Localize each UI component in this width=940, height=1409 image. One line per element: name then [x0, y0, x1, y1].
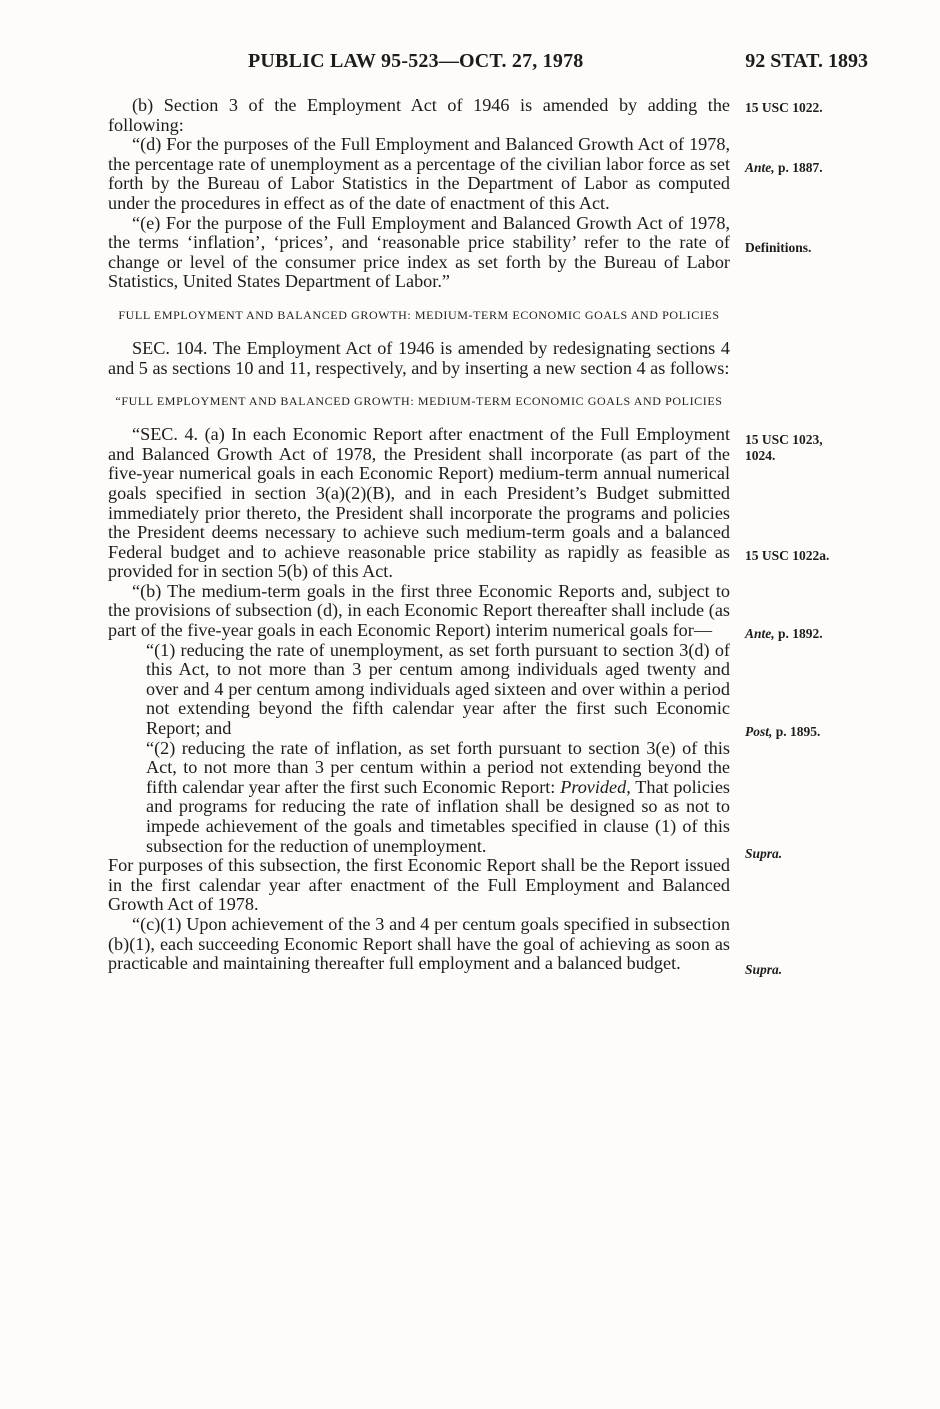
- page-header: [108, 50, 868, 78]
- header-title: PUBLIC LAW 95-523—OCT. 27, 1978: [248, 50, 584, 72]
- page-ref: p. 1892.: [774, 626, 823, 641]
- post-label: Post,: [745, 724, 773, 739]
- paragraph-sec-4a: “SEC. 4. (a) In each Economic Report after enactment of the Full Employment and Balanced Growth Act of 1978, the President shall incorporate (as part of the five-year numerical goals in each Economic Report) medium-term annual numerical goals specified in section 3(a)(2)(B), and in each President’s Budget submitted immediately prior thereto, the President shall incorporate the programs and policies the President deems necessary to achieve such medium-term goals and a balanced Federal budget and to achieve reasonable price stability as rapidly as feasible as provided for in section 5(b) of this Act.: [108, 424, 730, 582]
- paragraph-d: “(d) For the purposes of the Full Employment and Balanced Growth Act of 1978, the percentage rate of unemployment as a percentage of the civilian labor force as set forth by the Bureau of Labor Statistics in the Department of Labor as computed under the procedures in effect as of the date of enactment of this Act.: [108, 134, 730, 213]
- margin-note-supra-2: Supra.: [745, 962, 783, 977]
- margin-note-post-1895: [745, 724, 820, 740]
- paragraph-sec-4b: “(b) The medium-term goals in the first three Economic Reports and, subject to the provisions of subsection (d), in each Economic Report thereafter shall include (as part of the five-year goals in each Economic Report) interim numerical goals for—: [108, 580, 730, 641]
- section-heading-2: “FULL EMPLOYMENT AND BALANCED GROWTH: MEDIUM-TERM ECONOMIC GOALS AND POLICIES: [115, 394, 723, 409]
- margin-note-supra-1: Supra.: [745, 846, 783, 861]
- paragraph-purposes: For purposes of this subsection, the first Economic Report shall be the Report issued in the first calendar year after enactment of the Full Employment and Balanced Growth Act of 1978.: [108, 855, 730, 915]
- main-text: [108, 96, 730, 974]
- page-ref: p. 1887.: [774, 160, 823, 175]
- paragraph-sec-104: SEC. 104. The Employment Act of 1946 is amended by redesignating sections 4 and 5 as sections 10 and 11, respectively, and by inserting a new section 4 as follows:: [108, 337, 730, 378]
- margin-note-definitions: Definitions.: [745, 240, 812, 255]
- page-ref: p. 1895.: [772, 724, 821, 739]
- clause-2-text: “(2) reducing the rate of inflation, as set forth pursuant to section 3(e) of this Act, to not more than 3 per centum within a period not extending beyond the fifth calendar year after the first such Economic Report:: [146, 737, 730, 797]
- clause-2: [108, 739, 730, 857]
- paragraph-b: (b) Section 3 of the Employment Act of 1946 is amended by adding the following:: [108, 95, 730, 135]
- provided-term: Provided,: [560, 776, 631, 797]
- margin-note-usc-1022: 15 USC 1022.: [745, 100, 823, 115]
- section-heading-1: FULL EMPLOYMENT AND BALANCED GROWTH: MEDIUM-TERM ECONOMIC GOALS AND POLICIES: [118, 307, 720, 322]
- ante-label: Ante,: [745, 626, 775, 641]
- clause-1: “(1) reducing the rate of unemployment, as set forth pursuant to section 3(d) of this Act, to not more than 3 per centum among individuals aged twenty and over and 4 per centum among individuals aged sixteen and over within a period not extending beyond the fifth calendar year after the first such Economic Report; and: [146, 639, 730, 739]
- usc-1023-line1: 15 USC 1023,: [745, 432, 823, 447]
- paragraph-e: “(e) For the purpose of the Full Employment and Balanced Growth Act of 1978, the terms ‘inflation’, ‘prices’, and ‘reasonable price stability’ refer to the rate of change or level of the consumer price index as set forth by the Bureau of Labor Statistics, United States Department of Labor.”: [108, 212, 730, 292]
- header-stat-citation: 92 STAT. 1893: [745, 50, 868, 72]
- margin-note-usc-1022a: 15 USC 1022a.: [745, 548, 830, 563]
- margin-note-ante-1887: [745, 160, 823, 176]
- paragraph-sec-4c: “(c)(1) Upon achievement of the 3 and 4 per centum goals specified in subsection (b)(1), each succeeding Economic Report shall have the goal of achieving as soon as practicable and maintaining thereafter full employment and a balanced budget.: [108, 913, 730, 974]
- usc-1023-line2: 1024.: [745, 448, 776, 463]
- clause-2-proviso: That policies and programs for reducing the rate of inflation shall be designed so as not to impede achievement of the goals and timetables specified in clause (1) of this subsection for the reduction of unemployment.: [146, 776, 731, 856]
- ante-label: Ante,: [745, 160, 775, 175]
- margin-note-usc-1023: [745, 432, 823, 464]
- margin-note-ante-1892: [745, 626, 823, 642]
